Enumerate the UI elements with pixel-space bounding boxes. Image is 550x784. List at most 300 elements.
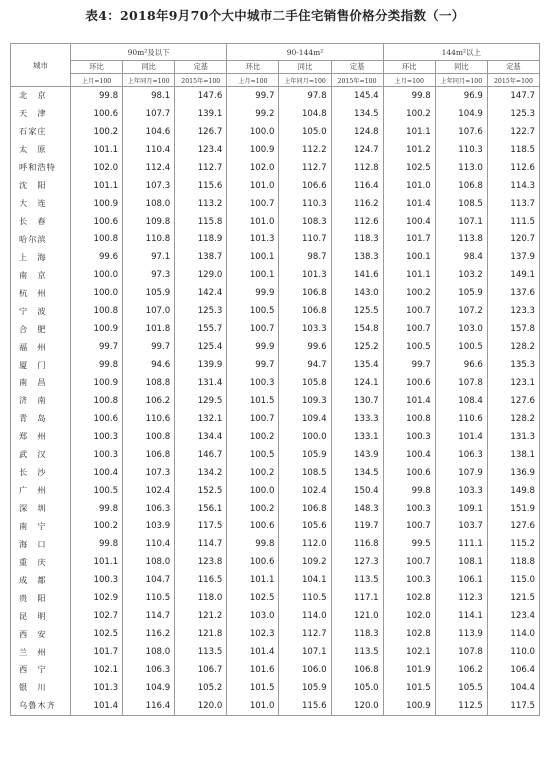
value-cell: 100.1 xyxy=(383,248,435,266)
value-cell: 112.0 xyxy=(279,535,331,553)
city-cell: 昆 明 xyxy=(11,607,71,625)
city-cell: 合 肥 xyxy=(11,320,71,338)
value-cell: 105.9 xyxy=(123,284,175,302)
value-cell: 100.0 xyxy=(71,266,123,284)
table-row xyxy=(11,338,540,356)
value-cell: 105.9 xyxy=(279,446,331,464)
table-row xyxy=(11,392,540,410)
value-cell: 123.1 xyxy=(487,374,539,392)
value-cell: 124.8 xyxy=(331,123,383,141)
value-cell: 133.3 xyxy=(331,410,383,428)
base-header: 2015年=100 xyxy=(487,74,539,87)
value-cell: 117.1 xyxy=(331,589,383,607)
table-row xyxy=(11,643,540,661)
value-cell: 112.7 xyxy=(175,159,227,177)
value-cell: 102.8 xyxy=(383,625,435,643)
value-cell: 102.5 xyxy=(383,159,435,177)
value-cell: 123.3 xyxy=(487,302,539,320)
value-cell: 108.0 xyxy=(123,643,175,661)
value-cell: 104.1 xyxy=(279,571,331,589)
table-row xyxy=(11,302,540,320)
value-cell: 100.0 xyxy=(227,482,279,500)
value-cell: 125.4 xyxy=(175,338,227,356)
value-cell: 102.5 xyxy=(227,589,279,607)
value-cell: 107.1 xyxy=(435,213,487,231)
value-cell: 101.0 xyxy=(227,177,279,195)
value-cell: 138.7 xyxy=(175,248,227,266)
value-cell: 109.1 xyxy=(435,500,487,518)
value-cell: 142.4 xyxy=(175,284,227,302)
value-cell: 108.0 xyxy=(123,195,175,213)
value-cell: 116.8 xyxy=(331,535,383,553)
city-cell: 南 宁 xyxy=(11,518,71,536)
value-cell: 100.7 xyxy=(383,553,435,571)
value-cell: 123.4 xyxy=(175,141,227,159)
value-cell: 141.6 xyxy=(331,266,383,284)
value-cell: 100.9 xyxy=(383,697,435,715)
value-cell: 99.5 xyxy=(383,535,435,553)
value-cell: 97.3 xyxy=(123,266,175,284)
city-cell: 杭 州 xyxy=(11,284,71,302)
value-cell: 105.9 xyxy=(279,679,331,697)
table-row xyxy=(11,589,540,607)
value-cell: 106.6 xyxy=(279,177,331,195)
value-cell: 137.6 xyxy=(487,284,539,302)
value-cell: 97.1 xyxy=(123,248,175,266)
value-cell: 100.2 xyxy=(227,464,279,482)
value-cell: 101.2 xyxy=(383,141,435,159)
value-cell: 113.9 xyxy=(435,625,487,643)
value-cell: 117.5 xyxy=(175,518,227,536)
value-cell: 100.6 xyxy=(227,518,279,536)
value-cell: 119.7 xyxy=(331,518,383,536)
base-header: 2015年=100 xyxy=(331,74,383,87)
value-cell: 102.8 xyxy=(383,589,435,607)
value-cell: 110.0 xyxy=(487,643,539,661)
value-cell: 110.5 xyxy=(123,589,175,607)
value-cell: 103.0 xyxy=(227,607,279,625)
value-cell: 102.1 xyxy=(383,643,435,661)
value-cell: 105.8 xyxy=(279,374,331,392)
value-cell: 100.8 xyxy=(71,302,123,320)
value-cell: 99.9 xyxy=(227,338,279,356)
value-cell: 99.8 xyxy=(71,535,123,553)
table-row xyxy=(11,500,540,518)
value-cell: 105.9 xyxy=(435,284,487,302)
value-cell: 106.3 xyxy=(435,446,487,464)
city-cell: 长 春 xyxy=(11,213,71,231)
value-cell: 99.8 xyxy=(71,500,123,518)
city-cell: 上 海 xyxy=(11,248,71,266)
value-cell: 125.2 xyxy=(331,338,383,356)
value-cell: 138.1 xyxy=(487,446,539,464)
value-cell: 118.8 xyxy=(487,553,539,571)
value-cell: 121.2 xyxy=(175,607,227,625)
value-cell: 110.5 xyxy=(279,589,331,607)
table-row xyxy=(11,553,540,571)
value-cell: 124.7 xyxy=(331,141,383,159)
value-cell: 100.3 xyxy=(71,446,123,464)
value-cell: 115.8 xyxy=(175,213,227,231)
value-cell: 108.8 xyxy=(123,374,175,392)
value-cell: 127.6 xyxy=(487,518,539,536)
city-cell: 长 沙 xyxy=(11,464,71,482)
value-cell: 108.5 xyxy=(435,195,487,213)
value-cell: 102.4 xyxy=(279,482,331,500)
value-cell: 99.8 xyxy=(71,356,123,374)
value-cell: 113.5 xyxy=(331,571,383,589)
sub-header: 定基 xyxy=(331,61,383,74)
table-row xyxy=(11,607,540,625)
table-row xyxy=(11,195,540,213)
table-title: 表4：2018年9月70个大中城市二手住宅销售价格分类指数（一） xyxy=(85,8,465,23)
value-cell: 110.4 xyxy=(123,535,175,553)
table-row xyxy=(11,159,540,177)
value-cell: 112.2 xyxy=(279,141,331,159)
value-cell: 100.8 xyxy=(71,392,123,410)
value-cell: 114.7 xyxy=(175,535,227,553)
base-header: 上月=100 xyxy=(383,74,435,87)
city-column-header: 城市 xyxy=(11,44,71,87)
value-cell: 106.7 xyxy=(175,661,227,679)
value-cell: 100.6 xyxy=(227,553,279,571)
value-cell: 101.4 xyxy=(383,195,435,213)
value-cell: 138.3 xyxy=(331,248,383,266)
city-cell: 海 口 xyxy=(11,535,71,553)
value-cell: 99.8 xyxy=(383,87,435,105)
value-cell: 131.3 xyxy=(487,428,539,446)
value-cell: 100.1 xyxy=(227,248,279,266)
value-cell: 135.3 xyxy=(487,356,539,374)
value-cell: 100.8 xyxy=(71,231,123,249)
value-cell: 113.5 xyxy=(331,643,383,661)
value-cell: 106.3 xyxy=(123,500,175,518)
value-cell: 117.5 xyxy=(487,697,539,715)
value-cell: 98.1 xyxy=(123,87,175,105)
value-cell: 110.3 xyxy=(279,195,331,213)
value-cell: 113.0 xyxy=(435,159,487,177)
value-cell: 118.9 xyxy=(175,231,227,249)
city-cell: 呼和浩特 xyxy=(11,159,71,177)
city-cell: 青 岛 xyxy=(11,410,71,428)
value-cell: 108.1 xyxy=(435,553,487,571)
value-cell: 106.2 xyxy=(123,392,175,410)
value-cell: 104.9 xyxy=(123,679,175,697)
value-cell: 107.1 xyxy=(279,643,331,661)
value-cell: 109.2 xyxy=(279,553,331,571)
value-cell: 108.5 xyxy=(279,464,331,482)
value-cell: 116.4 xyxy=(331,177,383,195)
city-cell: 重 庆 xyxy=(11,553,71,571)
value-cell: 100.3 xyxy=(227,374,279,392)
table-row xyxy=(11,320,540,338)
value-cell: 100.3 xyxy=(71,571,123,589)
base-header: 2015年=100 xyxy=(175,74,227,87)
value-cell: 101.1 xyxy=(71,141,123,159)
value-cell: 103.2 xyxy=(435,266,487,284)
value-cell: 100.9 xyxy=(71,195,123,213)
value-cell: 112.7 xyxy=(279,625,331,643)
value-cell: 99.8 xyxy=(383,482,435,500)
value-cell: 100.3 xyxy=(383,571,435,589)
value-cell: 100.0 xyxy=(71,284,123,302)
value-cell: 100.5 xyxy=(227,446,279,464)
value-cell: 101.7 xyxy=(383,231,435,249)
value-cell: 114.0 xyxy=(279,607,331,625)
table-row xyxy=(11,410,540,428)
value-cell: 100.2 xyxy=(227,428,279,446)
value-cell: 101.1 xyxy=(227,571,279,589)
table-row xyxy=(11,464,540,482)
value-cell: 110.8 xyxy=(123,231,175,249)
base-header: 上年同月=100 xyxy=(279,74,331,87)
sub-header: 环比 xyxy=(71,61,123,74)
value-cell: 100.8 xyxy=(123,428,175,446)
value-cell: 100.9 xyxy=(71,374,123,392)
value-cell: 99.2 xyxy=(227,105,279,123)
value-cell: 118.3 xyxy=(331,625,383,643)
table-row xyxy=(11,697,540,715)
value-cell: 154.8 xyxy=(331,320,383,338)
value-cell: 101.4 xyxy=(435,428,487,446)
value-cell: 134.2 xyxy=(175,464,227,482)
value-cell: 110.6 xyxy=(123,410,175,428)
table-row xyxy=(11,428,540,446)
value-cell: 107.9 xyxy=(435,464,487,482)
table-row xyxy=(11,661,540,679)
value-cell: 107.8 xyxy=(435,643,487,661)
value-cell: 102.0 xyxy=(383,607,435,625)
value-cell: 137.9 xyxy=(487,248,539,266)
value-cell: 100.6 xyxy=(71,410,123,428)
city-cell: 银 川 xyxy=(11,679,71,697)
value-cell: 100.7 xyxy=(383,320,435,338)
value-cell: 100.2 xyxy=(227,500,279,518)
value-cell: 100.8 xyxy=(383,410,435,428)
table-row xyxy=(11,87,540,105)
value-cell: 107.2 xyxy=(435,302,487,320)
city-cell: 乌鲁木齐 xyxy=(11,697,71,715)
value-cell: 147.7 xyxy=(487,87,539,105)
value-cell: 106.0 xyxy=(279,661,331,679)
value-cell: 101.1 xyxy=(71,177,123,195)
value-cell: 99.6 xyxy=(71,248,123,266)
city-cell: 沈 阳 xyxy=(11,177,71,195)
value-cell: 128.2 xyxy=(487,410,539,428)
value-cell: 100.5 xyxy=(435,338,487,356)
value-cell: 123.4 xyxy=(487,607,539,625)
value-cell: 147.6 xyxy=(175,87,227,105)
value-cell: 134.5 xyxy=(331,464,383,482)
value-cell: 126.7 xyxy=(175,123,227,141)
value-cell: 102.0 xyxy=(227,159,279,177)
base-header: 上月=100 xyxy=(71,74,123,87)
value-cell: 94.7 xyxy=(279,356,331,374)
value-cell: 102.5 xyxy=(71,625,123,643)
value-cell: 114.1 xyxy=(435,607,487,625)
city-cell: 济 南 xyxy=(11,392,71,410)
table-row xyxy=(11,446,540,464)
base-header: 上月=100 xyxy=(227,74,279,87)
value-cell: 107.3 xyxy=(123,464,175,482)
city-cell: 广 州 xyxy=(11,482,71,500)
value-cell: 139.9 xyxy=(175,356,227,374)
table-row xyxy=(11,248,540,266)
value-cell: 101.0 xyxy=(227,213,279,231)
value-cell: 130.7 xyxy=(331,392,383,410)
value-cell: 156.1 xyxy=(175,500,227,518)
value-cell: 99.7 xyxy=(383,356,435,374)
value-cell: 102.0 xyxy=(71,159,123,177)
table-row xyxy=(11,679,540,697)
value-cell: 98.4 xyxy=(435,248,487,266)
value-cell: 101.1 xyxy=(71,553,123,571)
value-cell: 105.5 xyxy=(435,679,487,697)
value-cell: 106.8 xyxy=(279,284,331,302)
value-cell: 100.7 xyxy=(383,302,435,320)
value-cell: 105.6 xyxy=(279,518,331,536)
value-cell: 121.0 xyxy=(331,607,383,625)
value-cell: 101.7 xyxy=(71,643,123,661)
value-cell: 100.3 xyxy=(71,428,123,446)
value-cell: 103.3 xyxy=(435,482,487,500)
value-cell: 107.8 xyxy=(435,374,487,392)
value-cell: 112.4 xyxy=(123,159,175,177)
value-cell: 100.2 xyxy=(383,284,435,302)
value-cell: 105.2 xyxy=(175,679,227,697)
city-cell: 成 都 xyxy=(11,571,71,589)
city-cell: 石家庄 xyxy=(11,123,71,141)
table-row xyxy=(11,141,540,159)
value-cell: 106.4 xyxy=(487,661,539,679)
value-cell: 149.1 xyxy=(487,266,539,284)
table-row xyxy=(11,518,540,536)
sub-header: 同比 xyxy=(279,61,331,74)
value-cell: 131.4 xyxy=(175,374,227,392)
city-cell: 南 昌 xyxy=(11,374,71,392)
value-cell: 135.4 xyxy=(331,356,383,374)
value-cell: 101.3 xyxy=(279,266,331,284)
value-cell: 125.3 xyxy=(175,302,227,320)
value-cell: 148.3 xyxy=(331,500,383,518)
value-cell: 98.7 xyxy=(279,248,331,266)
value-cell: 127.3 xyxy=(331,553,383,571)
value-cell: 149.8 xyxy=(487,482,539,500)
table-row xyxy=(11,105,540,123)
value-cell: 101.5 xyxy=(227,392,279,410)
table-row xyxy=(11,231,540,249)
value-cell: 100.5 xyxy=(383,338,435,356)
value-cell: 116.2 xyxy=(331,195,383,213)
value-cell: 99.7 xyxy=(71,338,123,356)
value-cell: 101.0 xyxy=(227,697,279,715)
value-cell: 127.6 xyxy=(487,392,539,410)
value-cell: 102.9 xyxy=(71,589,123,607)
value-cell: 134.4 xyxy=(175,428,227,446)
value-cell: 106.2 xyxy=(435,661,487,679)
value-cell: 104.8 xyxy=(279,105,331,123)
value-cell: 107.0 xyxy=(123,302,175,320)
value-cell: 106.8 xyxy=(279,500,331,518)
value-cell: 107.3 xyxy=(123,177,175,195)
value-cell: 116.2 xyxy=(123,625,175,643)
value-cell: 150.4 xyxy=(331,482,383,500)
value-cell: 118.3 xyxy=(331,231,383,249)
value-cell: 100.6 xyxy=(71,105,123,123)
value-cell: 111.5 xyxy=(487,213,539,231)
value-cell: 128.2 xyxy=(487,338,539,356)
value-cell: 101.8 xyxy=(123,320,175,338)
value-cell: 112.8 xyxy=(331,159,383,177)
group-header-medium: 90-144m² xyxy=(227,44,383,61)
value-cell: 106.8 xyxy=(279,302,331,320)
value-cell: 100.7 xyxy=(383,518,435,536)
value-cell: 112.6 xyxy=(331,213,383,231)
value-cell: 101.4 xyxy=(383,392,435,410)
value-cell: 146.7 xyxy=(175,446,227,464)
sub-header: 环比 xyxy=(383,61,435,74)
city-cell: 武 汉 xyxy=(11,446,71,464)
value-cell: 115.6 xyxy=(175,177,227,195)
value-cell: 99.8 xyxy=(227,535,279,553)
value-cell: 143.9 xyxy=(331,446,383,464)
city-cell: 福 州 xyxy=(11,338,71,356)
value-cell: 101.5 xyxy=(383,679,435,697)
value-cell: 120.7 xyxy=(487,231,539,249)
city-cell: 兰 州 xyxy=(11,643,71,661)
value-cell: 100.2 xyxy=(71,123,123,141)
value-cell: 101.4 xyxy=(71,697,123,715)
value-cell: 112.5 xyxy=(435,697,487,715)
value-cell: 132.1 xyxy=(175,410,227,428)
value-cell: 101.1 xyxy=(383,123,435,141)
value-cell: 100.4 xyxy=(383,213,435,231)
city-cell: 西 宁 xyxy=(11,661,71,679)
table-row xyxy=(11,266,540,284)
value-cell: 99.7 xyxy=(227,356,279,374)
value-cell: 101.5 xyxy=(227,679,279,697)
value-cell: 115.6 xyxy=(279,697,331,715)
value-cell: 116.5 xyxy=(175,571,227,589)
value-cell: 99.6 xyxy=(279,338,331,356)
value-cell: 100.4 xyxy=(383,446,435,464)
city-cell: 西 安 xyxy=(11,625,71,643)
value-cell: 124.1 xyxy=(331,374,383,392)
value-cell: 110.3 xyxy=(435,141,487,159)
value-cell: 101.1 xyxy=(383,266,435,284)
value-cell: 97.8 xyxy=(279,87,331,105)
value-cell: 100.2 xyxy=(383,105,435,123)
value-cell: 134.5 xyxy=(331,105,383,123)
city-cell: 南 京 xyxy=(11,266,71,284)
value-cell: 121.5 xyxy=(487,589,539,607)
value-cell: 106.8 xyxy=(331,661,383,679)
value-cell: 102.7 xyxy=(71,607,123,625)
city-cell: 大 连 xyxy=(11,195,71,213)
value-cell: 96.9 xyxy=(435,87,487,105)
city-cell: 深 圳 xyxy=(11,500,71,518)
table-row xyxy=(11,213,540,231)
sub-header: 定基 xyxy=(487,61,539,74)
value-cell: 104.6 xyxy=(123,123,175,141)
value-cell: 104.7 xyxy=(123,571,175,589)
value-cell: 113.8 xyxy=(435,231,487,249)
value-cell: 103.7 xyxy=(435,518,487,536)
value-cell: 111.1 xyxy=(435,535,487,553)
table-row xyxy=(11,284,540,302)
value-cell: 112.3 xyxy=(435,589,487,607)
value-cell: 112.6 xyxy=(487,159,539,177)
